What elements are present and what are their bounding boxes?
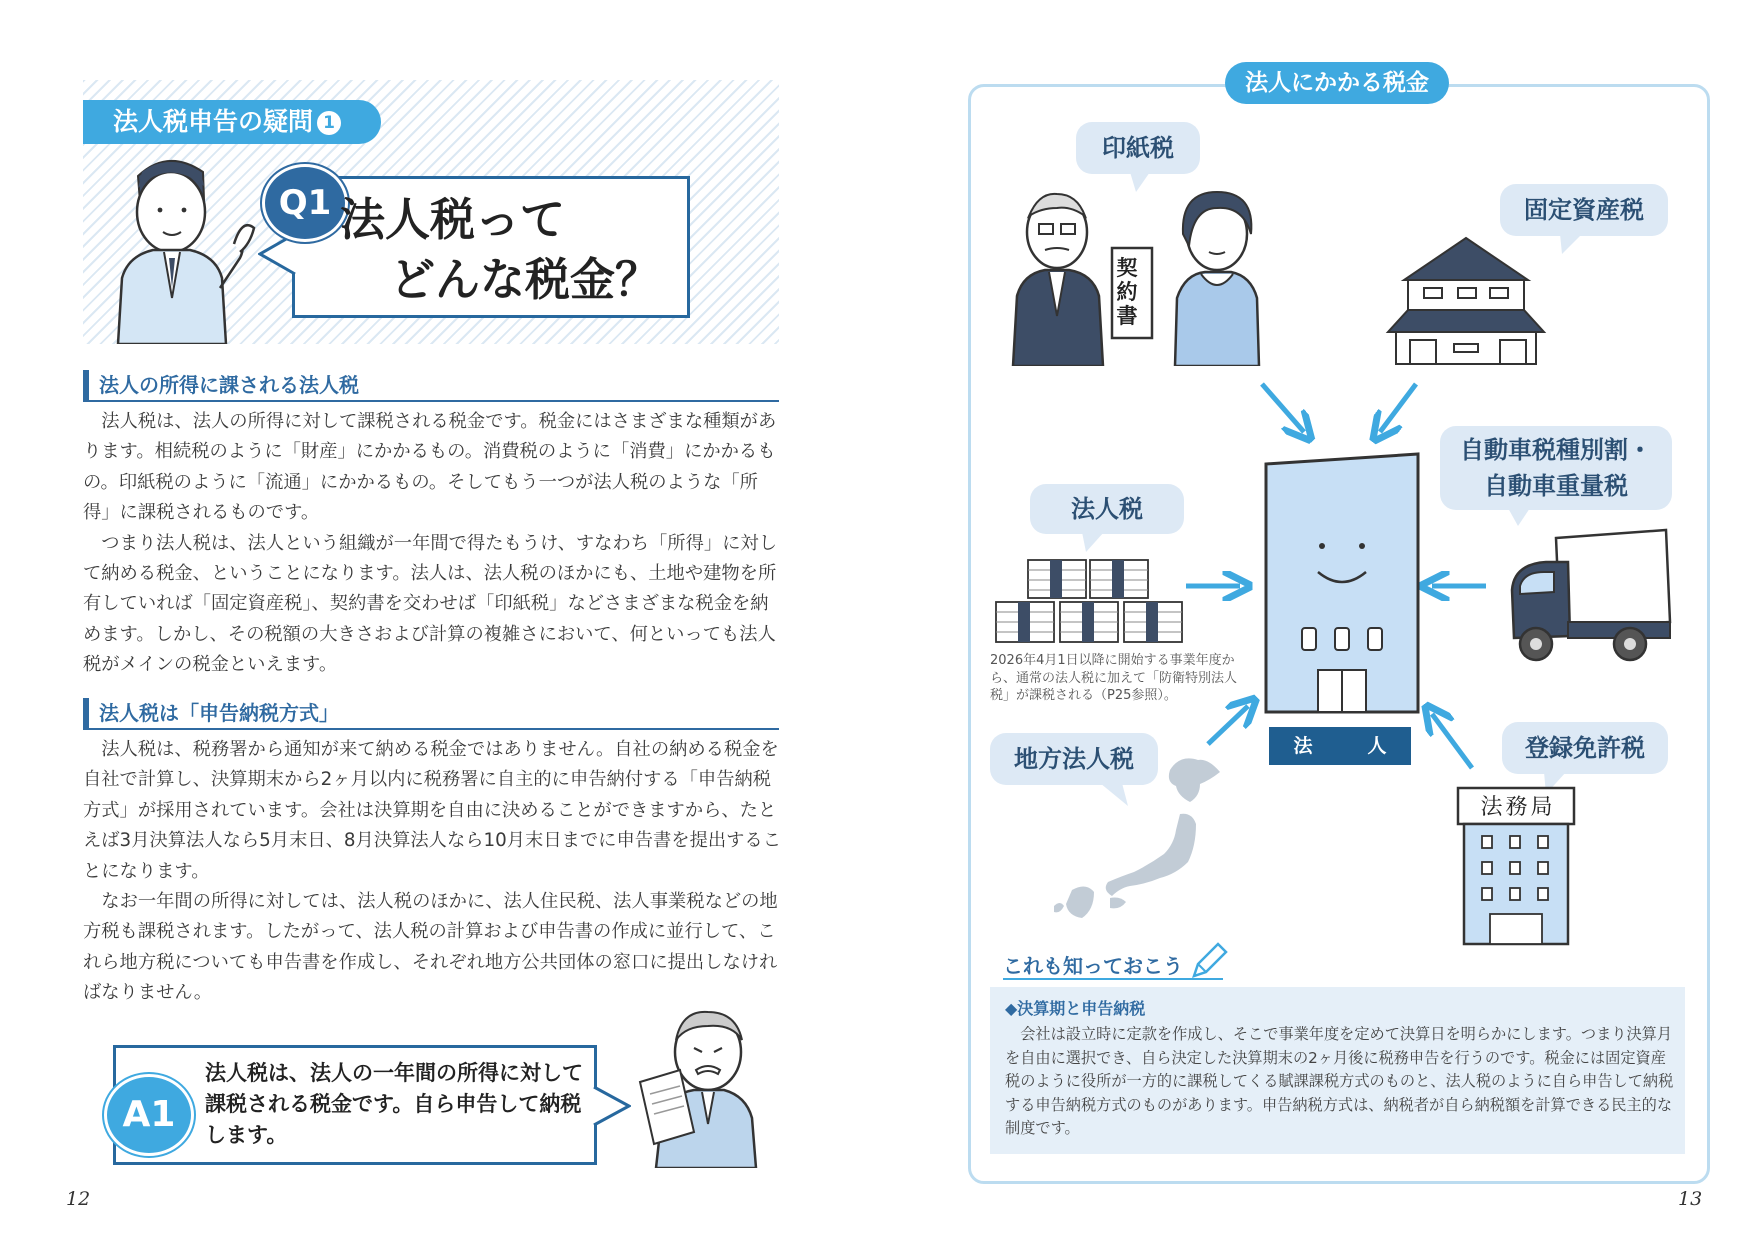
answer-badge: A1 — [104, 1074, 194, 1156]
answer-text: 法人税は、法人の一年間の所得に対して課税される税金です。自ら申告して納税します。 — [205, 1061, 583, 1147]
label-vehicle-tax-line1: 自動車税種別割・ — [1460, 436, 1652, 464]
money-stacks-illustration — [992, 554, 1202, 650]
question-title-line2: どんな税金？ — [390, 253, 661, 306]
legal-affairs-bureau-label: 法務局 — [1480, 795, 1556, 820]
question-badge: Q1 — [262, 164, 348, 242]
info-heading-underline — [1003, 978, 1223, 980]
japan-map-illustration — [1050, 750, 1240, 920]
truck-illustration — [1506, 528, 1674, 666]
label-vehicle-tax-line2: 自動車重量税 — [1484, 472, 1628, 500]
section-tag-number: 1 — [317, 111, 341, 135]
label-registration-tax: 登録免許税 — [1502, 722, 1668, 774]
heading-self-assessment: 法人税は「申告納税方式」 — [83, 698, 779, 730]
paragraph: なお一年間の所得に対しては、法人税のほかに、法人住民税、法人事業税などの地方税も課税されます。したがって、法人税の計算および申告書の作成に並行して、これら地方税についても申告書を作成し、それぞれ地方公共団体の窓口に提出しなければなりません。 — [83, 891, 778, 1004]
paragraph: 法人税は、税務署から通知が来て納める税金ではありません。自社の納める税金を自社で計算し、決算期末から2ヶ月以内に税務署に自主的に申告納付する「申告納税方式」が採用されています。会社は決算期を自由に決めることができますから、たとえば3月決算法人なら5月末日、8月決算法人なら10月末日までに申告書を提出することになります。 — [83, 739, 781, 882]
paragraph: 法人税は、法人の所得に対して課税される税金です。税金にはさまざまな種類があります。相続税のように「財産」にかかるもの。消費税のように「消費」にかかるもの。印紙税のように「流通」にかかるもの。そしてもう一つが法人税のような「所得」に課税されるものです。 — [83, 411, 777, 524]
pencil-icon — [1188, 942, 1228, 982]
page-number-right: 13 — [1678, 1188, 1703, 1210]
corporation-building-illustration — [1262, 450, 1422, 714]
paragraph: つまり法人税は、法人という組織が一年間で得たもうけ、すなわち「所得」に対して納める税金、ということになります。法人は、法人税のほかにも、土地や建物を所有していれば「固定資産税」、契約書を交わせば「印紙税」などさまざまな税金を納めます。しかし、その税額の大きさおよび計算の複雑さにおいて、何といっても法人税がメインの税金といえます。 — [83, 532, 777, 676]
defense-tax-note: 2026年4月1日以降に開始する事業年度から、通常の法人税に加えて「防衛特別法人税」が課税される（P25参照）。 — [990, 653, 1238, 703]
info-text: 会社は設立時に定款を作成し、そこで事業年度を定めて決算日を明らかにします。つまり決算月を自由に選択でき、自ら決定した決算期末の2ヶ月後に税務申告を行うのです。税金には固定資産税のように役所が一方的に課税してくる賦課課税方式のものと、法人税のように自ら申告して納税する申告納税方式のものがあります。申告納税方式は、納税者が自ら納税額を計算できる民主的な制度です。 — [1005, 1025, 1674, 1137]
label-local-corporate-tax: 地方法人税 — [990, 733, 1158, 785]
heading-corporate-income-tax: 法人の所得に課される法人税 — [83, 370, 779, 402]
frame-title: 法人にかかる税金 — [1225, 62, 1449, 104]
page-number-left: 12 — [66, 1188, 91, 1210]
section-tag-label: 法人税申告の疑問 — [113, 107, 314, 136]
contract-label: 契約書 — [1116, 256, 1138, 328]
info-heading: これも知っておこう — [1003, 954, 1183, 978]
corporation-label: 法 人 — [1269, 727, 1411, 765]
info-subheading: ◆決算期と申告納税 — [1005, 999, 1146, 1018]
label-stamp-tax: 印紙税 — [1076, 122, 1200, 174]
label-property-tax: 固定資産税 — [1500, 184, 1668, 236]
label-corporate-tax: 法人税 — [1030, 484, 1184, 534]
question-title-line1: 法人税って — [340, 193, 566, 246]
